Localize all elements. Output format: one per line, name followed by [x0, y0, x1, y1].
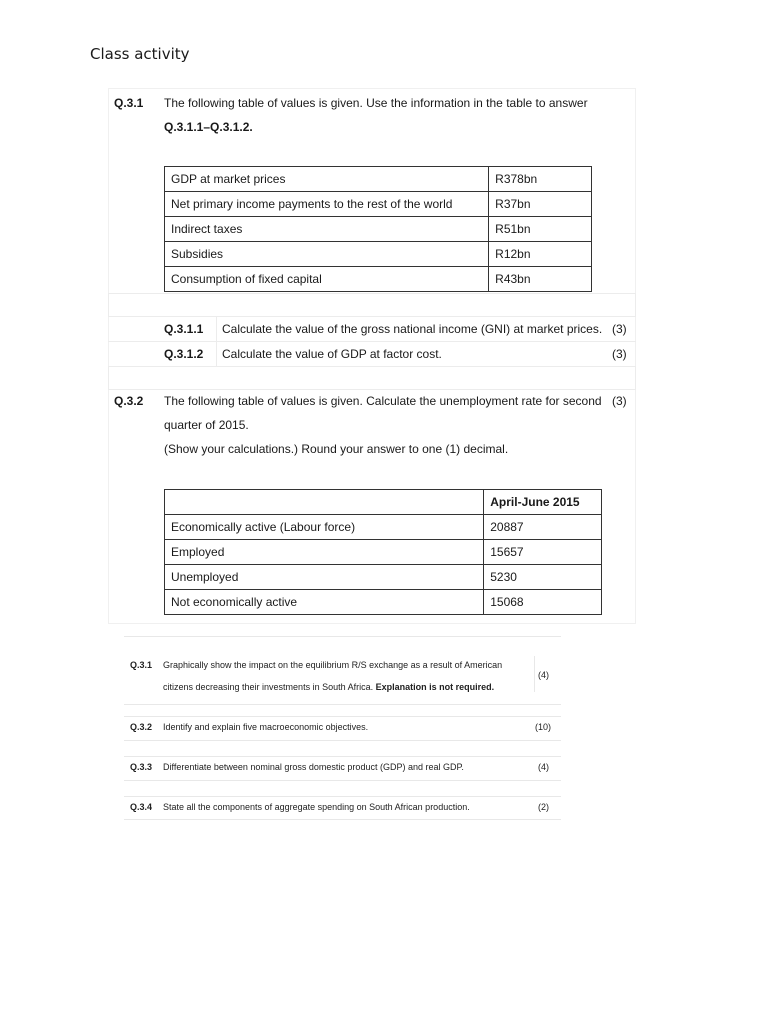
table-cell-value: 20887	[484, 515, 602, 540]
values-table-labour	[164, 489, 602, 615]
scan-divider	[124, 740, 561, 741]
question-block-scan	[108, 88, 636, 624]
scan-spacer-row	[108, 293, 636, 317]
table-cell-label: GDP at market prices	[165, 167, 489, 192]
question-number: Q.3.1	[114, 96, 144, 110]
page-title: Class activity	[90, 45, 190, 63]
sub-question-number: Q.3.1.2	[164, 347, 204, 361]
sub-question-text: Calculate the value of the gross national income (GNI) at market prices.	[222, 322, 603, 336]
table-cell-label: Not economically active	[165, 590, 484, 615]
question-text: State all the components of aggregate spending on South African production.	[163, 802, 470, 812]
table-cell-value: 15657	[484, 540, 602, 565]
question-text: Identify and explain five macroeconomic objectives.	[163, 722, 369, 732]
question-mark: (4)	[538, 762, 549, 772]
table-header-row	[165, 490, 602, 515]
question-text: The following table of values is given. Use the information in the table to answer	[164, 96, 588, 110]
question-mark: (2)	[538, 802, 549, 812]
table-row	[165, 515, 602, 540]
table-row	[165, 242, 592, 267]
table-cell-label: Subsidies	[165, 242, 489, 267]
question-number: Q.3.4	[130, 802, 153, 812]
table-row	[165, 217, 592, 242]
question-mark: (3)	[612, 394, 627, 408]
table-cell-value: R43bn	[489, 267, 592, 292]
table-cell-label: Employed	[165, 540, 484, 565]
table-row	[165, 192, 592, 217]
question-list-scan	[124, 636, 561, 820]
question-text	[163, 654, 533, 698]
table-cell-label: Indirect taxes	[165, 217, 489, 242]
question-number: Q.3.2	[114, 394, 144, 408]
table-row	[165, 565, 602, 590]
table-cell-label: Consumption of fixed capital	[165, 267, 489, 292]
table-header-period: April-June 2015	[484, 490, 602, 515]
sub-question	[108, 341, 636, 367]
question-text-ref: Q.3.1.1–Q.3.1.2.	[164, 120, 253, 134]
sub-question	[108, 316, 636, 342]
values-table-gdp	[164, 166, 592, 292]
table-cell-label: Unemployed	[165, 565, 484, 590]
question-text-line1: Graphically show the impact on the equilibrium R/S exchange as a result of American	[163, 660, 503, 670]
table-row	[165, 267, 592, 292]
question-number: Q.3.2	[130, 722, 153, 732]
sub-question-text: Calculate the value of GDP at factor cost.	[222, 347, 442, 361]
question-mark: (10)	[535, 722, 552, 732]
table-row	[165, 540, 602, 565]
scan-spacer-row	[108, 366, 636, 390]
scan-divider	[216, 342, 217, 367]
sub-question-number: Q.3.1.1	[164, 322, 204, 336]
table-cell-value: R51bn	[489, 217, 592, 242]
question-mark: (4)	[538, 670, 549, 680]
sub-question-mark: (3)	[612, 322, 627, 336]
table-cell-value: R37bn	[489, 192, 592, 217]
table-cell-value: R378bn	[489, 167, 592, 192]
question-note-bold: Explanation is not required.	[375, 682, 495, 692]
scan-divider	[216, 317, 217, 342]
table-row	[165, 167, 592, 192]
question-number: Q.3.3	[130, 762, 153, 772]
question-instructions: (Show your calculations.) Round your answer to one (1) decimal.	[164, 442, 509, 456]
question-text-part: citizens decreasing their investments in South Africa.	[163, 682, 374, 692]
table-cell-value: 15068	[484, 590, 602, 615]
question-number: Q.3.1	[130, 660, 153, 670]
scan-divider	[124, 636, 561, 637]
table-header-empty	[165, 490, 484, 515]
question-text: Differentiate between nominal gross domestic product (GDP) and real GDP.	[163, 762, 464, 772]
table-row	[165, 590, 602, 615]
table-cell-value: 5230	[484, 565, 602, 590]
scan-divider	[124, 819, 561, 820]
table-cell-label: Economically active (Labour force)	[165, 515, 484, 540]
question-text-cont: quarter of 2015.	[164, 418, 249, 432]
question-text-line2	[163, 676, 533, 698]
scan-divider	[124, 780, 561, 781]
table-cell-label: Net primary income payments to the rest of the world	[165, 192, 489, 217]
sub-question-mark: (3)	[612, 347, 627, 361]
scan-divider	[124, 704, 561, 705]
table-cell-value: R12bn	[489, 242, 592, 267]
list-item	[124, 654, 561, 698]
question-text: The following table of values is given. Calculate the unemployment rate for second	[164, 394, 602, 408]
